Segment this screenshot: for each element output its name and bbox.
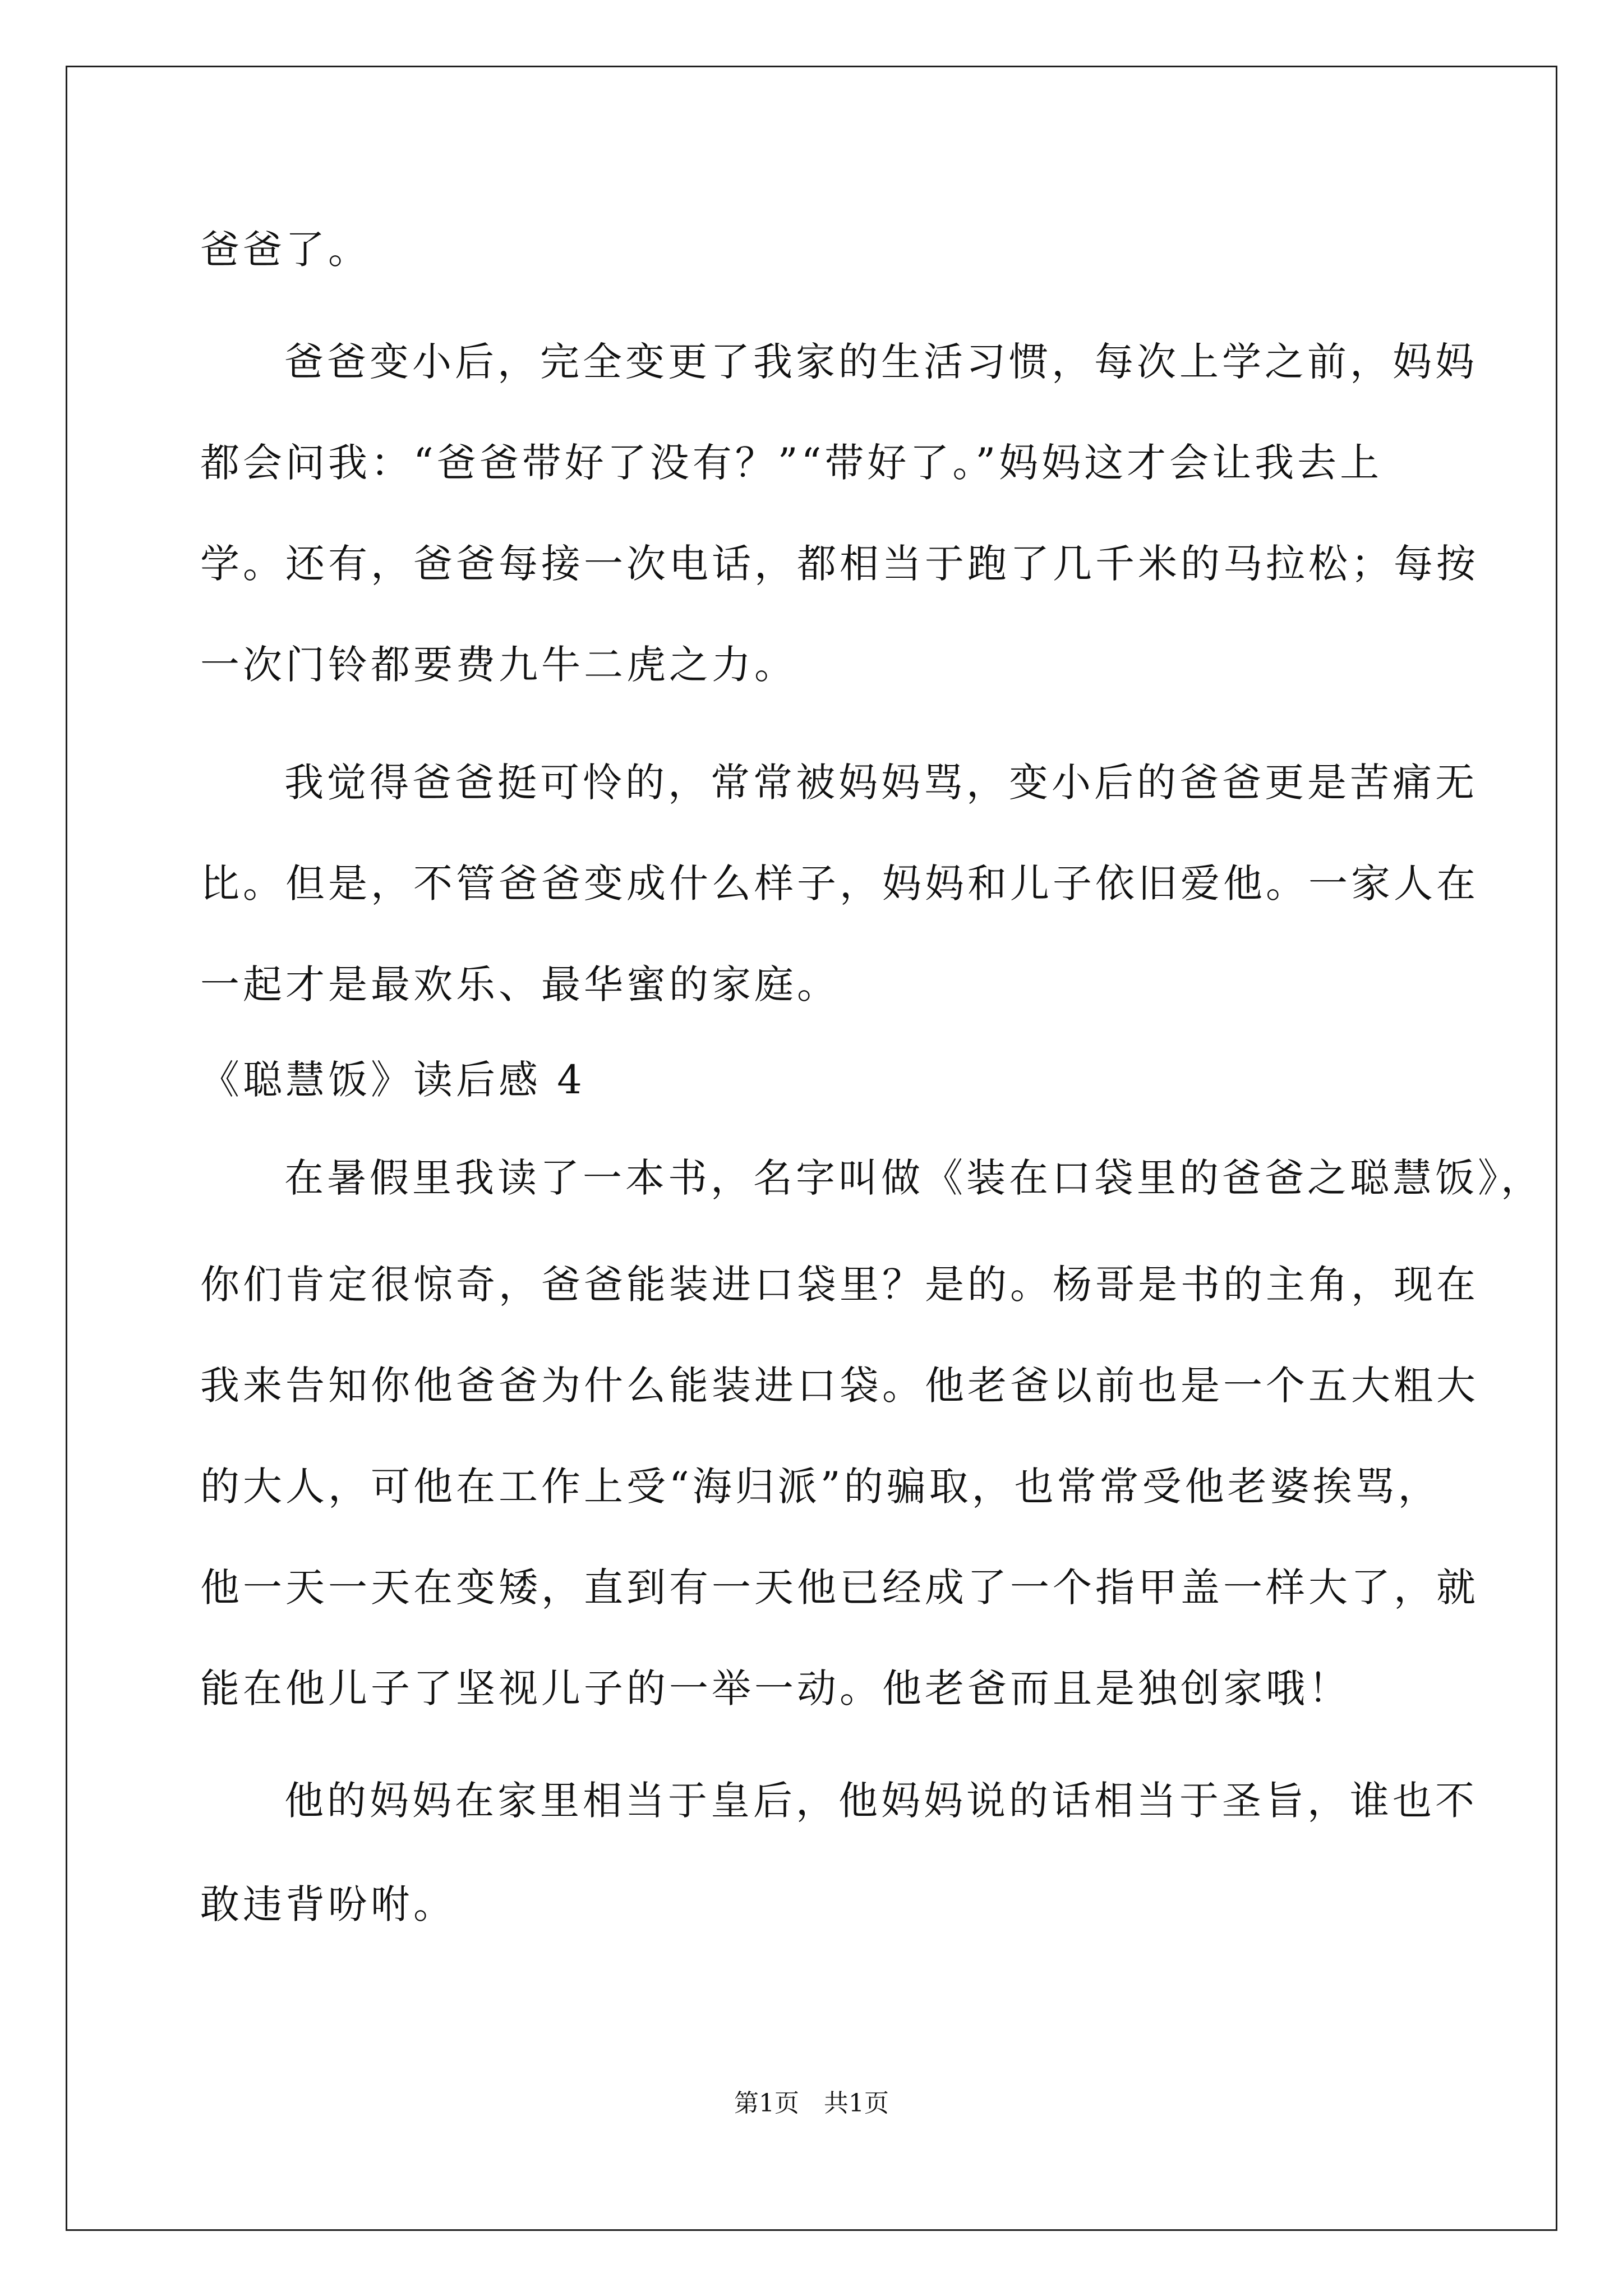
paragraph-line: 学。还有，爸爸每接一次电话，都相当于跑了几千米的马拉松；每按 — [200, 541, 1479, 587]
paragraph-line: 能在他儿子了坚视儿子的一举一动。他老爸而且是独创家哦！ — [200, 1665, 1351, 1711]
paragraph-line: 爸爸了。 — [200, 227, 371, 273]
section-heading: 《聪慧饭》读后感 4 — [200, 1057, 585, 1103]
paragraph-line: 他的妈妈在家里相当于皇后，他妈妈说的话相当于圣旨，谁也不 — [284, 1778, 1478, 1824]
paragraph-line: 的大人，可他在工作上受“海归派”的骗取，也常常受他老婆挨骂， — [200, 1464, 1441, 1510]
paragraph-line: 爸爸变小后，完全变更了我家的生活习惯，每次上学之前，妈妈 — [284, 339, 1478, 385]
paragraph-line: 我觉得爸爸挺可怜的，常常被妈妈骂，变小后的爸爸更是苦痛无 — [284, 760, 1478, 806]
paragraph-line: 他一天一天在变矮，直到有一天他已经成了一个指甲盖一样大了，就 — [200, 1565, 1479, 1611]
page-footer: 第1页 共1页 — [734, 2089, 889, 2118]
paragraph-line: 敢违背吩咐。 — [200, 1881, 456, 1927]
paragraph-line: 我来告知你他爸爸为什么能装进口袋。他老爸以前也是一个五大粗大 — [200, 1363, 1479, 1409]
paragraph-line: 一次门铃都要费九牛二虎之力。 — [200, 642, 797, 688]
paragraph-line: 一起才是最欢乐、最华蜜的家庭。 — [200, 961, 840, 1007]
paragraph-line: 都会问我：“爸爸带好了没有？”“带好了。”妈妈这才会让我去上 — [200, 440, 1383, 486]
paragraph-line: 你们肯定很惊奇，爸爸能装进口袋里？是的。杨哥是书的主角，现在 — [200, 1262, 1479, 1308]
paragraph-line: 比。但是，不管爸爸变成什么样子，妈妈和儿子依旧爱他。一家人在 — [200, 861, 1479, 907]
paragraph-line: 在暑假里我读了一本书，名字叫做《装在口袋里的爸爸之聪慧饭》， — [284, 1155, 1543, 1201]
